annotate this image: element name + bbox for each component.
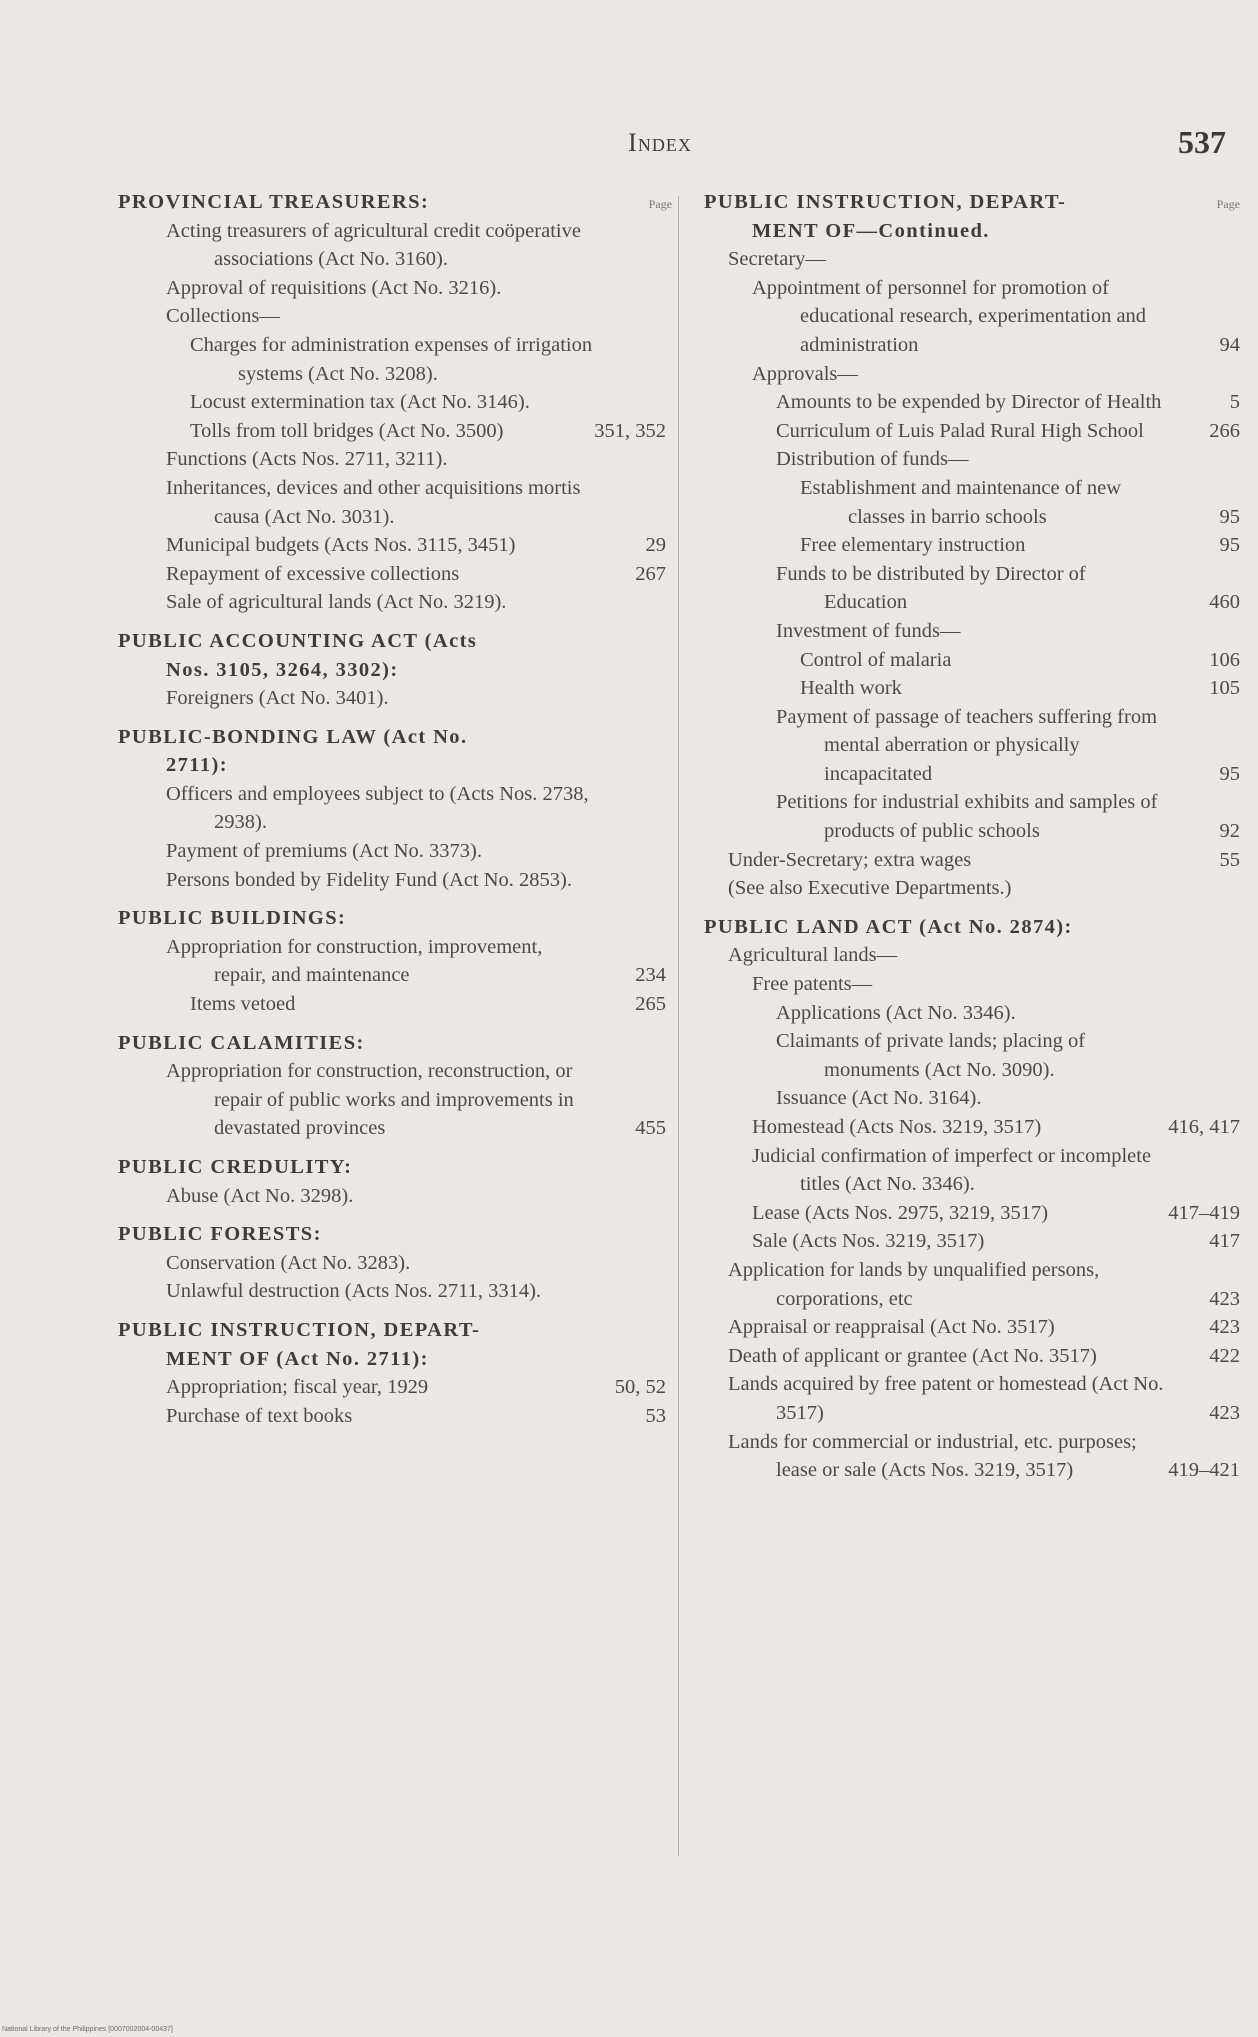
index-entry [704,617,1240,646]
index-entry-text: Applications (Act No. 3346). [776,1001,1016,1024]
index-entry [704,388,1240,417]
running-head [0,124,1258,168]
index-entry-text: Judicial confirmation of imperfect or incomplete titles (Act No. 3346). [752,1144,1152,1196]
index-entry [118,837,666,866]
index-entry-text: Municipal budgets (Acts Nos. 3115, 3451) [166,534,516,557]
index-entry-page: 417–419 [1168,1201,1240,1224]
index-heading [118,1220,666,1249]
index-entry-text: Secretary— [728,248,826,271]
index-entry [118,1402,666,1431]
index-entry [704,417,1240,446]
index-entry-text: Repayment of excessive collections [166,562,460,585]
index-entry [118,933,666,990]
page-number: 537 [1178,124,1226,160]
index-entry [704,274,1240,360]
index-heading [704,913,1240,942]
index-entry-page: 419–421 [1168,1459,1240,1482]
left-column [118,188,672,1430]
index-heading-text: PUBLIC LAND ACT (Act No. 2874): [704,915,1073,938]
index-entry-text: Sale of agricultural lands (Act No. 3219). [166,591,507,614]
index-entry-page: 106 [1209,648,1240,671]
index-entry-text: Funds to be distributed by Director of Education [776,562,1086,614]
index-entry-page: 92 [1219,820,1240,843]
index-heading [704,188,1240,245]
index-entry-text: Control of malaria [800,648,952,671]
index-entry-text: Appropriation for construction, improvement, repair, and maintenance [166,935,543,987]
index-entry-text: Payment of premiums (Act No. 3373). [166,840,482,863]
right-column [704,188,1240,1485]
index-entry-page: 416, 417 [1168,1116,1240,1138]
index-entry-page: 29 [645,534,666,557]
index-entry-text: Tolls from toll bridges (Act No. 3500) [190,419,504,442]
index-heading-text: PUBLIC CALAMITIES: [118,1031,365,1054]
index-entry-text: Agricultural lands— [728,944,898,967]
index-entry-text: Approval of requisitions (Act No. 3216). [166,276,502,299]
index-entry [118,531,666,560]
index-entry-page: 265 [635,993,666,1016]
index-entry-text: (See also Executive Departments.) [728,877,1012,900]
index-heading [118,904,666,933]
index-entry-page: 95 [1219,762,1240,785]
index-entry [704,1313,1240,1342]
index-heading-continuation: 2711): [166,754,228,777]
index-entry-page: 266 [1209,419,1240,442]
index-entry-text: Collections— [166,305,280,328]
index-entry [118,1249,666,1278]
index-entry-text: Distribution of funds— [776,448,969,471]
index-heading-continuation: MENT OF—Continued. [752,219,990,242]
index-heading [118,188,666,217]
index-entry [704,703,1240,789]
index-entry-page: 422 [1209,1344,1240,1367]
index-entry-page: 95 [1219,505,1240,528]
index-entry-text: Locust extermination tax (Act No. 3146). [190,391,530,414]
index-entry [118,417,666,446]
index-entry [704,531,1240,560]
index-entry-text: Items vetoed [190,993,296,1016]
index-heading [118,1316,666,1373]
index-heading-text: PUBLIC-BONDING LAW (Act No. [118,725,468,748]
index-entry [118,1373,666,1402]
index-entry [118,331,666,388]
index-entry-text: Inheritances, devices and other acquisitions mortis causa (Act No. 3031). [166,476,581,528]
index-entry-text: Lands acquired by free patent or homestead (Act No. 3517) [728,1373,1164,1424]
index-entry-text: Free elementary instruction [800,534,1026,557]
index-entry-text: Appraisal or reappraisal (Act No. 3517) [728,1316,1055,1339]
index-entry-text: Payment of passage of teachers suffering from mental aberration or physically incapacitated [776,705,1158,785]
index-entry [704,245,1240,274]
index-entry [704,646,1240,675]
index-entry-text: Officers and employees subject to (Acts Nos. 2738, 2938). [166,782,589,834]
index-entry [704,560,1240,617]
index-entry [118,1057,666,1143]
index-entry [704,788,1240,845]
index-entry [704,970,1240,999]
index-entry [704,1027,1240,1084]
index-entry [118,1277,666,1306]
index-heading-continuation: MENT OF (Act No. 2711): [166,1347,429,1370]
index-entry [118,684,666,713]
index-entry-page: 351, 352 [594,419,666,442]
index-entry [118,388,666,417]
index-entry [704,474,1240,531]
column-divider [678,196,679,1856]
archive-footer-note: National Library of the Philippines [0007002004-00437] [2,2026,173,2033]
index-entry-text: Issuance (Act No. 3164). [776,1087,982,1110]
index-entry-text: Petitions for industrial exhibits and samples of products of public schools [776,791,1158,843]
index-entry [704,1370,1240,1427]
index-entry [118,866,666,895]
index-entry-page: 234 [635,964,666,987]
index-entry [704,1084,1240,1113]
index-entry-page: 460 [1209,591,1240,614]
index-heading-continuation: Nos. 3105, 3264, 3302): [166,658,399,681]
running-title: Index [628,128,692,157]
index-heading [118,627,666,684]
index-entry-text: Appointment of personnel for promotion of educational research, experimentation and administration [752,276,1147,356]
index-heading-text: PUBLIC BUILDINGS: [118,907,347,930]
index-entry [704,1199,1240,1228]
index-entry-page: 50, 52 [614,1376,666,1399]
page-column-label: Page [648,197,672,211]
index-entry-page: 423 [1209,1401,1240,1424]
index-heading-text: PROVINCIAL TREASURERS: [118,191,430,213]
index-entry [118,780,666,837]
index-entry-text: Appropriation; fiscal year, 1929 [166,1376,429,1399]
index-entry-text: Acting treasurers of agricultural credit coöperative associations (Act No. 3160). [166,219,581,271]
index-entry-page: 455 [635,1117,666,1140]
index-entry-text: Lease (Acts Nos. 2975, 3219, 3517) [752,1201,1049,1224]
index-entry-text: Purchase of text books [166,1404,353,1427]
index-entry-text: Establishment and maintenance of new classes in barrio schools [800,476,1122,528]
index-entry-text: Charges for administration expenses of irrigation systems (Act No. 3208). [190,333,593,385]
index-entry [118,474,666,531]
index-entry [704,1113,1240,1142]
index-entry [704,360,1240,389]
index-entry-page: 417 [1209,1230,1240,1253]
index-entry [118,302,666,331]
index-entry-text: Free patents— [752,973,873,996]
index-entry [704,874,1240,903]
index-entry-page: 55 [1219,848,1240,871]
index-entry [704,846,1240,875]
index-entry [704,1227,1240,1256]
index-entry-text: Unlawful destruction (Acts Nos. 2711, 3314). [166,1280,542,1303]
index-entry-page: 423 [1209,1287,1240,1310]
page-column-label: Page [1216,197,1240,211]
index-entry-text: Sale (Acts Nos. 3219, 3517) [752,1230,985,1253]
index-entry-text: Investment of funds— [776,619,961,642]
index-entry-text: Foreigners (Act No. 3401). [166,687,389,710]
index-entry-text: Application for lands by unqualified persons, corporations, etc [728,1258,1100,1310]
index-entry-text: Functions (Acts Nos. 2711, 3211). [166,448,448,471]
index-entry-text: Abuse (Act No. 3298). [166,1184,354,1207]
index-heading [118,1029,666,1058]
index-entry-text: Amounts to be expended by Director of Health [776,391,1162,414]
index-heading-text: PUBLIC INSTRUCTION, DEPART- [704,191,1067,213]
index-entry-page: 105 [1209,677,1240,700]
index-entry-text: Death of applicant or grantee (Act No. 3517) [728,1344,1097,1367]
index-entry-page: 94 [1219,333,1240,356]
index-heading-text: PUBLIC ACCOUNTING ACT (Acts [118,629,478,652]
index-entry [118,274,666,303]
index-entry [118,990,666,1019]
index-entry [118,1182,666,1211]
index-entry [704,1342,1240,1371]
index-heading-text: PUBLIC INSTRUCTION, DEPART- [118,1318,481,1341]
index-entry [118,445,666,474]
index-entry-page: 423 [1209,1316,1240,1339]
index-entry-page: 95 [1219,534,1240,557]
index-entry-text: Curriculum of Luis Palad Rural High School [776,419,1144,442]
index-entry-page: 5 [1229,391,1240,414]
index-entry [118,588,666,617]
index-heading [118,1153,666,1182]
index-entry-page: 53 [645,1404,666,1427]
index-entry-text: Persons bonded by Fidelity Fund (Act No. 2853). [166,868,572,891]
index-entry-text: Under-Secretary; extra wages [728,848,972,871]
index-heading-text: PUBLIC FORESTS: [118,1223,322,1246]
index-entry-text: Homestead (Acts Nos. 3219, 3517) [752,1116,1042,1138]
index-entry-text: Lands for commercial or industrial, etc. purposes; lease or sale (Acts Nos. 3219, 3517) [728,1430,1137,1482]
index-entry-text: Health work [800,677,902,700]
index-entry [118,560,666,589]
index-entry [704,1256,1240,1313]
index-heading [118,723,666,780]
index-entry [704,1428,1240,1485]
index-heading-text: PUBLIC CREDULITY: [118,1156,353,1178]
index-entry-page: 267 [635,562,666,585]
index-entry [704,674,1240,703]
index-entry [118,217,666,274]
index-entry [704,999,1240,1028]
index-entry [704,445,1240,474]
index-entry [704,941,1240,970]
index-entry-text: Approvals— [752,362,858,385]
index-entry [704,1142,1240,1199]
index-entry-text: Conservation (Act No. 3283). [166,1251,411,1274]
index-entry-text: Claimants of private lands; placing of monuments (Act No. 3090). [776,1030,1086,1081]
index-entry-text: Appropriation for construction, reconstruction, or repair of public works and improvements in devastated provinces [166,1060,574,1140]
